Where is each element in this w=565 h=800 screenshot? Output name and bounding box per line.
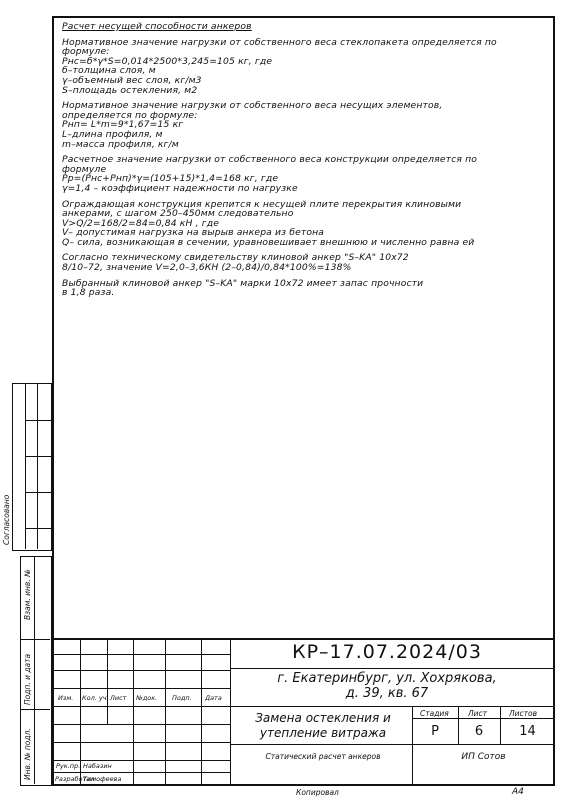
paragraph-anchor-load [62, 200, 548, 248]
calculation-text [62, 22, 548, 304]
formula-line: Pр=(Pнс+Pнп)*γ=(105+15)*1,4=168 кг, где [62, 173, 279, 185]
paragraph-certificate [62, 253, 548, 272]
text-line: Нормативное значение нагрузки от собственного веса стеклопакета определяется по [62, 36, 497, 48]
text-line: Ограждающая конструкция крепится к несущей плите перекрытия клиновыми [62, 198, 462, 210]
project-lead-label: Рук.пр. [56, 762, 81, 770]
text-line: б–толщина слоя, м [62, 65, 156, 77]
stage-value: Р [431, 724, 439, 739]
sheets-value: 14 [519, 724, 536, 739]
sheet-label: Лист [468, 709, 488, 718]
text-line: m–масса профиля, кг/м [62, 138, 179, 150]
text-line: γ–объемный вес слоя, кг/м3 [62, 74, 202, 86]
stage-label: Стадия [420, 709, 449, 718]
object-line: утепление витража [259, 726, 387, 740]
object-line: Замена остекления и [255, 711, 391, 725]
col-date: Дата [205, 694, 222, 702]
text-line: Выбранный клиновой анкер "S–KA" марки 10x72 имеет запас прочности [62, 277, 424, 289]
formula-line: Pнп= L*m=9*1,67=15 кг [62, 119, 184, 131]
text-line: формуле [62, 163, 107, 175]
col-change: Изм. [58, 694, 74, 702]
format-label: А4 [512, 787, 524, 797]
text-line: в 1,8 раза. [62, 287, 115, 299]
sheet-value: 6 [474, 724, 484, 739]
sign-date-label: Подп. и дата [23, 653, 32, 705]
paragraph-conclusion [62, 279, 548, 298]
col-count: Кол. уч. [82, 694, 109, 702]
paragraph-frame-load [62, 101, 548, 149]
document-code: КР–17.07.2024/03 [292, 641, 482, 663]
organization: ИП Сотов [461, 752, 506, 762]
col-doc-number: №док. [136, 694, 158, 702]
developer-name: Тимофеева [83, 775, 122, 783]
text-line: Расчетное значение нагрузки от собственного веса конструкции определяется по [62, 154, 478, 166]
col-signature: Подп. [172, 694, 192, 702]
replaced-inv-label: Взам. инв. № [23, 569, 32, 620]
formula-line: 8/10–72, значение V=2,0–3,6КН (2–0,84)/0,84*100%=138% [62, 262, 352, 274]
text-line: определяется по формуле: [62, 109, 198, 121]
document-title: Статический расчет анкеров [265, 752, 381, 761]
text-line: S–площадь остекления, м2 [62, 84, 198, 96]
formula-line: Pнс=б*γ*S=0,014*2500*3,245=105 кг, где [62, 55, 273, 67]
text-line: Согласно техническому свидетельству клиновой анкер "S–KA" 10x72 [62, 252, 409, 264]
sheets-label: Листов [509, 709, 538, 718]
address [232, 671, 542, 701]
inventory-label: Инв. № подл. [23, 728, 32, 780]
developer-label: Разработал [55, 775, 95, 783]
project-lead-name: Набазин [83, 762, 112, 770]
text-line: формуле: [62, 46, 110, 58]
text-line: Нормативное значение нагрузки от собственного веса несущих элементов, [62, 100, 443, 112]
copied-by-label: Копировал [296, 788, 339, 797]
object-name [234, 711, 412, 741]
text-line: V– допустимая нагрузка на вырыв анкера из бетона [62, 227, 325, 239]
approval-strip [12, 383, 52, 551]
address-line: д. 39, кв. 67 [345, 686, 429, 701]
formula-line: V>Q/2=168/2=84=0,84 кН , где [62, 217, 220, 229]
address-line: г. Екатеринбург, ул. Хохрякова, [277, 671, 497, 686]
text-line: Q– сила, возникающая в сечении, уравновешивает внешнюю и численно равна ей [62, 236, 475, 248]
paragraph-design-load [62, 155, 548, 193]
approval-label: Согласовано [2, 494, 11, 545]
text-line: анкерами, с шагом 250–450мм следовательно [62, 208, 294, 220]
text-line: γ=1,4 – коэффициент надежности по нагрузке [62, 182, 298, 194]
text-line: L–длина профиля, м [62, 128, 163, 140]
paragraph-glass-load [62, 38, 548, 96]
col-sheet: Лист [110, 694, 127, 702]
section-title: Расчет несущей способности анкеров [62, 21, 252, 32]
